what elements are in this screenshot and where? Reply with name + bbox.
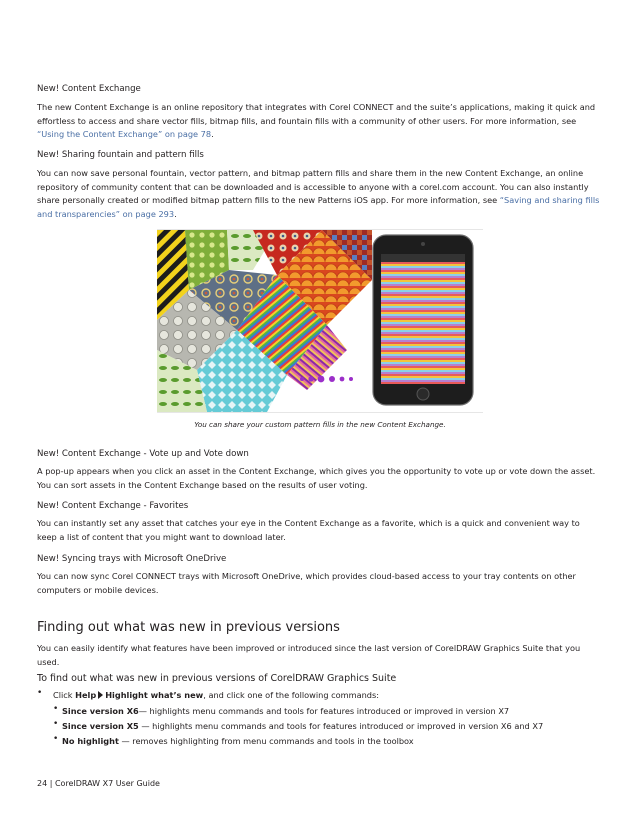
list-item: Since version X6— highlights menu commands and tools for features introduced or improved in version X7 [62,706,510,716]
pattern-collage-image [157,230,483,412]
list-item: No highlight — removes highlighting from menu commands and tools in the toolbox [62,736,414,746]
bullet-icon: • [37,688,43,698]
link-using-content-exchange[interactable]: “Using the Content Exchange” on page 78 [37,129,212,139]
section-heading-sharing-fills: New! Sharing fountain and pattern fills [37,150,204,160]
sub-bullet-icon: • [53,704,59,714]
heading-finding-out-new: Finding out what was new in previous versions [37,620,340,635]
figure-caption: You can share your custom pattern fills in the new Content Exchange. [194,420,446,429]
procedure-step: Click Help Highlight what’s new, and click one of the following commands: [53,690,380,700]
pattern-fills-illustration [157,229,483,413]
section-heading-favorites: New! Content Exchange - Favorites [37,501,189,511]
menu-arrow-icon [98,691,103,699]
section-heading-content-exchange: New! Content Exchange [37,84,141,94]
section-body-vote: A pop-up appears when you click an asset in the Content Exchange, which gives you the opportunity to vote up or vote down the asset. You can sort assets in the Content Exchange based on the results of user voting. [37,466,596,490]
section-body-favorites: You can instantly set any asset that catches your eye in the Content Exchange as a favorite, which is a quick and convenient way to keep a list of content that you might want to download later. [37,518,580,542]
menu-help: Help [75,690,97,700]
section-heading-vote: New! Content Exchange - Vote up and Vote down [37,449,249,459]
section-heading-onedrive: New! Syncing trays with Microsoft OneDrive [37,554,227,564]
phone-image [373,235,473,405]
finding-body: You can easily identify what features have been improved or introduced since the last version of CorelDRAW Graphics Suite that you used. [37,643,581,667]
list-item: Since version X5 — highlights menu commands and tools for features introduced or improved in version X6 and X7 [62,721,544,731]
menu-highlight-whats-new: Highlight what’s new [105,690,204,700]
section-body-content-exchange: The new Content Exchange is an online repository that integrates with Corel CONNECT and the suite’s applications, making it quick and effortless to access and share vector fills, bitmap fills, and fountain fills with a community of other users. For more information, see “Using the Content Exchange” on page 78. [37,102,596,139]
procedure-heading: To find out what was new in previous versions of CorelDRAW Graphics Suite [37,673,397,684]
section-body-sharing-fills: You can now save personal fountain, vector pattern, and bitmap pattern fills and share them in the new Content Exchange, an online repository of community content that can be downloaded and is accessible to anyone with a corel.com account. You can also instantly share personally created or modified bitmap pattern fills to the new Patterns iOS app. For more information, see “Saving and sharing fills and transparencies” on page 293. [37,168,600,219]
page-footer: 24 | CorelDRAW X7 User Guide [37,779,160,788]
sub-bullet-icon: • [53,734,59,744]
link-saving-sharing-fills[interactable]: “Saving and sharing fills and transparencies” on page 293 [37,195,600,219]
section-body-onedrive: You can now sync Corel CONNECT trays with Microsoft OneDrive, which provides cloud-based access to your tray contents on other computers or mobile devices. [37,571,576,595]
sub-bullet-icon: • [53,719,59,729]
